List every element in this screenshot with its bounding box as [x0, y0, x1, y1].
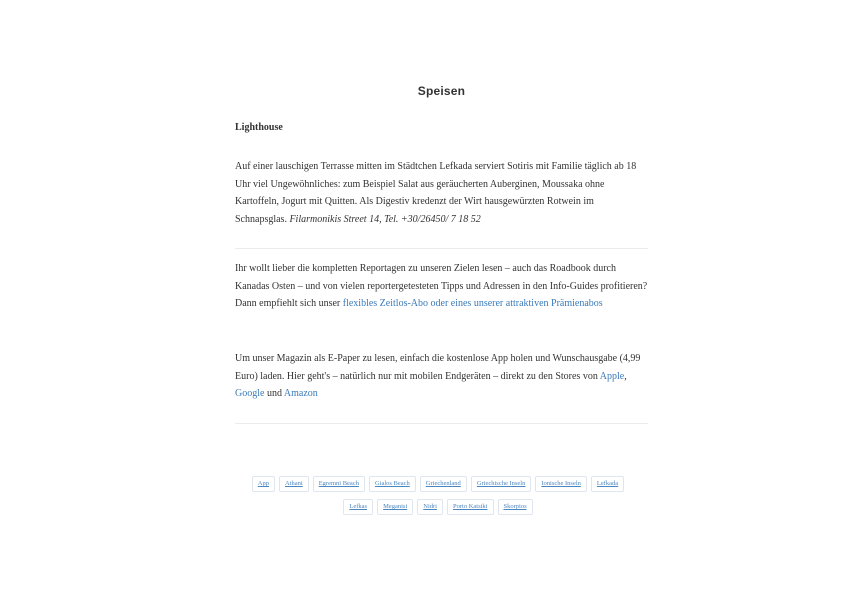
- epaper-text: Um unser Magazin als E-Paper zu lesen, einfach die kostenlose App holen und Wunschausgabe (4,99 Euro) laden. Hier geht's – natürlich nur mit mobilen Endgeräten – direkt zu den Stores von: [235, 353, 641, 382]
- tag-gialos-beach[interactable]: Gialos Beach: [369, 476, 416, 492]
- venue-description-text: Auf einer lauschigen Terrasse mitten im Städtchen Lefkada serviert Sotiris mit Familie täglich ab 18 Uhr viel Ungewöhnliches: zum Beispiel Salat aus geräucherten Auberginen, Moussaka ohne Kartoffeln, Jogurt mit Quitten. Als Digestiv kredenzt der Wirt hausgewürzten Rotwein im Schnapsglas.: [235, 161, 637, 225]
- amazon-store-link[interactable]: Amazon: [283, 388, 318, 399]
- separator-text: ,: [624, 370, 627, 382]
- venue-name: Lighthouse: [235, 122, 283, 133]
- tag-athani[interactable]: Athani: [279, 476, 309, 492]
- tag-nidri[interactable]: Nidri: [417, 499, 443, 515]
- tag-skorpios[interactable]: Skorpios: [498, 499, 533, 515]
- tag-ionische-inseln[interactable]: Ionische Inseln: [535, 476, 587, 492]
- tag-griechenland[interactable]: Griechenland: [420, 476, 467, 492]
- tag-lefkada[interactable]: Lefkada: [591, 476, 624, 492]
- google-store-link[interactable]: Google: [235, 388, 265, 399]
- divider: [235, 248, 648, 249]
- promo-text: Ihr wollt lieber die kompletten Reportagen zu unseren Zielen lesen – auch das Roadbook durch Kanadas Osten – und von vielen reportergetesteten Tipps und Adressen in den Info-Guides profitieren? Dann empfiehlt sich unser: [235, 263, 648, 309]
- and-text: und: [264, 388, 284, 399]
- venue-description: [235, 158, 648, 228]
- apple-store-link[interactable]: Apple: [599, 370, 625, 382]
- tag-lefkas[interactable]: Lefkas: [343, 499, 373, 515]
- subscription-link[interactable]: flexibles Zeitlos-Abo oder eines unserer attraktiven Prämienabos: [342, 298, 603, 309]
- tag-list: [240, 476, 636, 522]
- section-title: Speisen: [417, 84, 466, 98]
- tag-egremni-beach[interactable]: Egremni Beach: [313, 476, 365, 492]
- tag-meganisi[interactable]: Meganisi: [377, 499, 413, 515]
- tag-app[interactable]: App: [252, 476, 275, 492]
- tag-porto-katsiki[interactable]: Porto Katsiki: [447, 499, 494, 515]
- venue-address: Filarmonikis Street 14, Tel. +30/26450/ 7 18 52: [289, 213, 481, 225]
- divider: [235, 423, 648, 424]
- promo-paragraph: [235, 260, 648, 313]
- tag-griechische-inseln[interactable]: Griechische Inseln: [471, 476, 532, 492]
- epaper-paragraph: [235, 350, 648, 403]
